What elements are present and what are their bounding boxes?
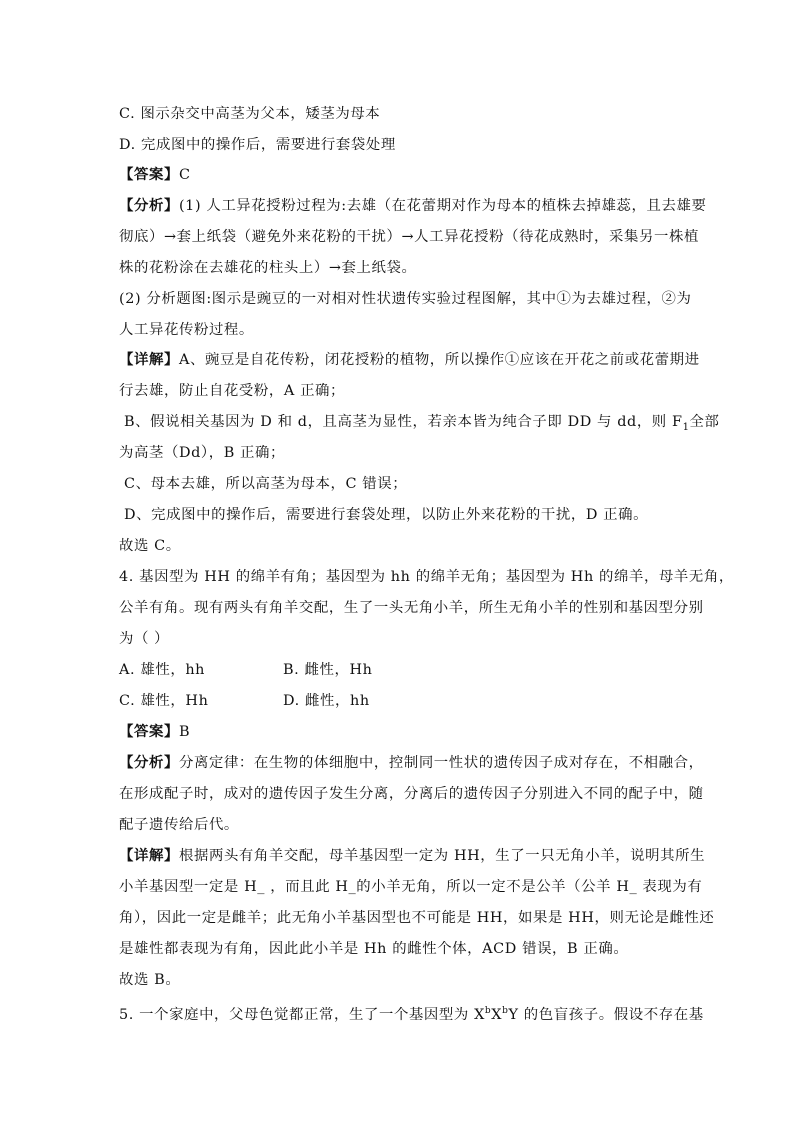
q4-option-d: D. 雌性，hh (283, 693, 370, 709)
stem-text: Y 的色盲孩子。假设不存在基 (508, 1006, 704, 1023)
detail-text: 全部 (689, 414, 720, 430)
q3-analysis-line-2: 彻底）→套上纸袋（避免外来花粉的干扰）→人工异花授粉（待花成熟时，采集另一株植 (119, 229, 699, 245)
q3-analysis-line-1 (119, 196, 706, 216)
q4-stem-line-1: 4. 基因型为 HH 的绵羊有角；基因型为 hh 的绵羊无角；基因型为 Hh 的绵羊，母羊无角， (119, 569, 734, 585)
detail-tag: 【详解】 (119, 351, 179, 368)
stem-text: X (491, 1006, 503, 1023)
q4-option-a: A. 雄性，hh (119, 662, 206, 678)
q4-answer (119, 722, 190, 742)
analysis-tag: 【分析】 (119, 754, 179, 771)
q3-conclusion: 故选 C。 (119, 538, 181, 554)
q3-detail-line-2: 行去雄，防止自花受粉，A 正确； (119, 383, 346, 399)
q3-detail-line-4: 为高茎（Dd），B 正确； (119, 445, 286, 461)
q3-analysis-line-5: 人工异花传粉过程。 (119, 322, 254, 338)
detail-tag: 【详解】 (119, 847, 179, 864)
q3-detail-line-1 (119, 350, 700, 370)
answer-tag: 【答案】 (119, 723, 179, 740)
q3-detail-line-5: C、母本去雄，所以高茎为母本，C 错误； (124, 476, 408, 492)
answer-value: C (178, 167, 191, 183)
q4-stem-line-2: 公羊有角。现有两头有角羊交配，生了一头无角小羊，所生无角小羊的性别和基因型分别 (119, 600, 704, 616)
stem-text: 5. 一个家庭中，父母色觉都正常，生了一个基因型为 X (119, 1006, 485, 1023)
q3-analysis-line-3: 株的花粉涂在去雄花的柱头上）→套上纸袋。 (119, 260, 417, 276)
q4-conclusion: 故选 B。 (119, 972, 181, 988)
q3-option-c: C. 图示杂交中高茎为父本，矮茎为母本 (119, 106, 381, 122)
q4-stem-line-3: 为（ ） (119, 631, 170, 647)
q4-option-b: B. 雌性，Hh (283, 662, 373, 678)
q4-detail-line-4: 是雄性都表现为有角，因此此小羊是 Hh 的雌性个体，ACD 错误，B 正确。 (119, 941, 629, 957)
q4-option-c: C. 雄性，Hh (119, 693, 209, 709)
q4-detail-line-3: 角），因此一定是雌羊；此无角小羊基因型也不可能是 HH，如果是 HH，则无论是雌性还 (119, 910, 715, 926)
analysis-text: (1) 人工异花授粉过程为:去雄（在花蕾期对作为母本的植株去掉雄蕊，且去雄要 (178, 198, 707, 214)
q4-detail-line-2: 小羊基因型一定是 H_ ，而且此 H_的小羊无角，所以一定不是公羊（公羊 H_ 表现为有 (119, 879, 703, 895)
q3-answer (119, 165, 191, 185)
q4-analysis-line-1 (119, 753, 704, 773)
detail-text: A、豌豆是自花传粉，闭花授粉的植物，所以操作①应该在开花之前或花蕾期进 (178, 352, 700, 368)
detail-text: B、假说相关基因为 D 和 d，且高茎为显性，若亲本皆为纯合子即 DD 与 dd，则 F (124, 414, 683, 430)
superscript: b (484, 1006, 492, 1016)
q3-analysis-line-4: (2) 分析题图:图示是豌豆的一对相对性状遗传实验过程图解，其中①为去雄过程，②为 (119, 291, 692, 307)
q4-analysis-line-3: 配子遗传给后代。 (119, 817, 239, 833)
q3-detail-line-6: D、完成图中的操作后，需要进行套袋处理，以防止外来花粉的干扰，D 正确。 (124, 507, 649, 523)
q4-detail-line-1 (119, 846, 705, 866)
q3-option-d: D. 完成图中的操作后，需要进行套袋处理 (119, 137, 396, 153)
subscript: 1 (682, 421, 690, 433)
q4-analysis-line-2: 在形成配子时，成对的遗传因子发生分离，分离后的遗传因子分别进入不同的配子中，随 (119, 786, 704, 802)
superscript: b (502, 1006, 509, 1016)
detail-text: 根据两头有角羊交配，母羊基因型一定为 HH，生了一只无角小羊，说明其所生 (178, 848, 706, 864)
analysis-tag: 【分析】 (119, 197, 179, 214)
analysis-text: 分离定律：在生物的体细胞中，控制同一性状的遗传因子成对存在，不相融合， (178, 755, 704, 771)
q5-stem-line-1 (119, 1001, 704, 1025)
answer-tag: 【答案】 (119, 166, 179, 183)
answer-value: B (178, 724, 191, 740)
q3-detail-line-3 (124, 412, 720, 438)
